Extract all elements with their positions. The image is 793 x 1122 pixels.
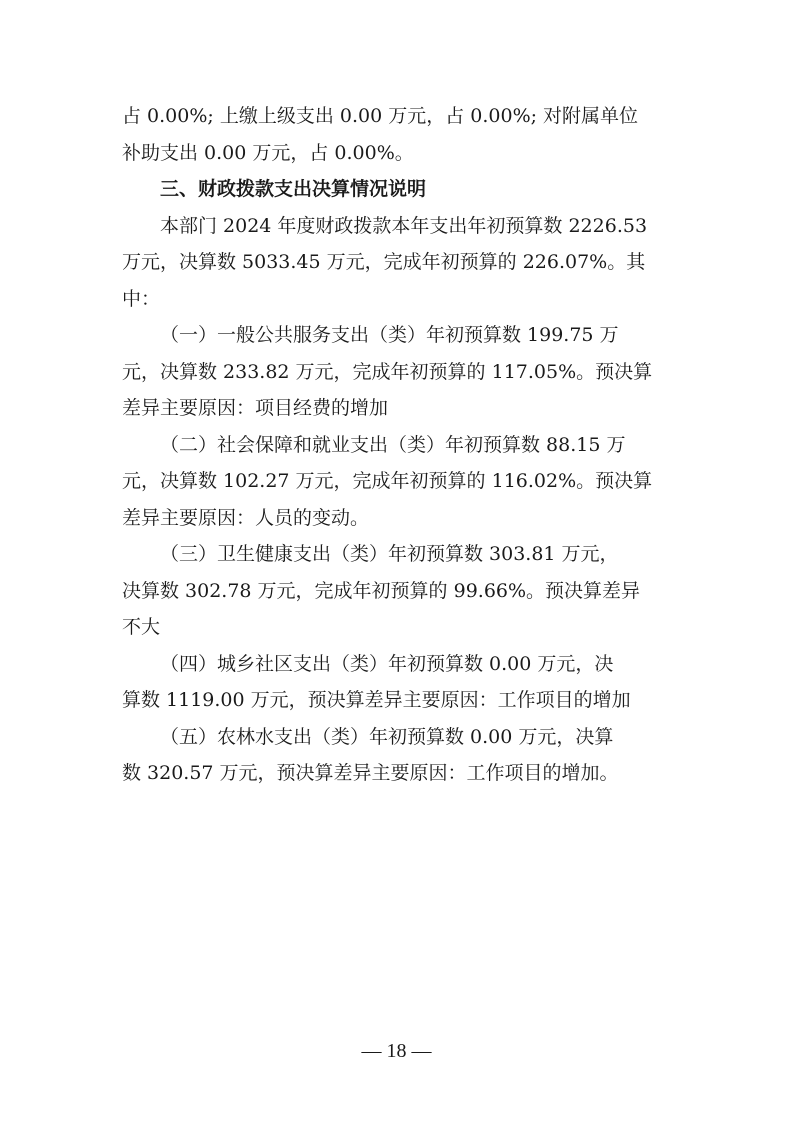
paragraph-item-5 (122, 719, 682, 792)
text-line: 元，决算数 233.82 万元，完成年初预算的 117.05%。预决算 (122, 360, 653, 383)
text-line: 万元，决算数 5033.45 万元，完成年初预算的 226.07%。其 (122, 251, 646, 273)
text-line: 中： (122, 287, 161, 310)
document-body (122, 98, 682, 792)
page-number: — 18 — (361, 1040, 432, 1062)
text-line: （四）城乡社区支出（类）年初预算数 0.00 万元，决 (160, 652, 614, 675)
text-line: 数 320.57 万元，预决算差异主要原因：工作项目的增加。 (122, 762, 619, 784)
text-line: （二）社会保障和就业支出（类）年初预算数 88.15 万 (160, 433, 626, 456)
text-line: 差异主要原因：人员的变动。 (122, 506, 370, 529)
text-line: 元，决算数 102.27 万元，完成年初预算的 116.02%。预决算 (122, 470, 653, 492)
paragraph-item-1 (122, 317, 682, 427)
text-line: 占 0.00%; 上缴上级支出 0.00 万元，占 0.00%; 对附属单位 (122, 105, 639, 127)
paragraph-continuation (122, 98, 682, 171)
text-line: 不大 (122, 616, 161, 638)
text-line: （一）一般公共服务支出（类）年初预算数 199.75 万 (160, 324, 619, 346)
text-line: （五）农林水支出（类）年初预算数 0.00 万元，决算 (160, 725, 614, 748)
text-line: 决算数 302.78 万元，完成年初预算的 99.66%。预决算差异 (122, 579, 641, 602)
paragraph-item-3 (122, 536, 682, 646)
text-line: 差异主要原因：项目经费的增加 (122, 397, 389, 419)
paragraph-item-2 (122, 427, 682, 537)
text-line: 本部门 2024 年度财政拨款本年支出年初预算数 2226.53 (160, 214, 648, 237)
section-heading: 三、财政拨款支出决算情况说明 (160, 178, 427, 200)
paragraph-summary (122, 208, 682, 318)
text-line: （三）卫生健康支出（类）年初预算数 303.81 万元， (160, 543, 619, 565)
text-line: 算数 1119.00 万元，预决算差异主要原因：工作项目的增加 (122, 689, 631, 711)
text-line: 补助支出 0.00 万元，占 0.00%。 (122, 141, 414, 164)
paragraph-item-4 (122, 646, 682, 719)
